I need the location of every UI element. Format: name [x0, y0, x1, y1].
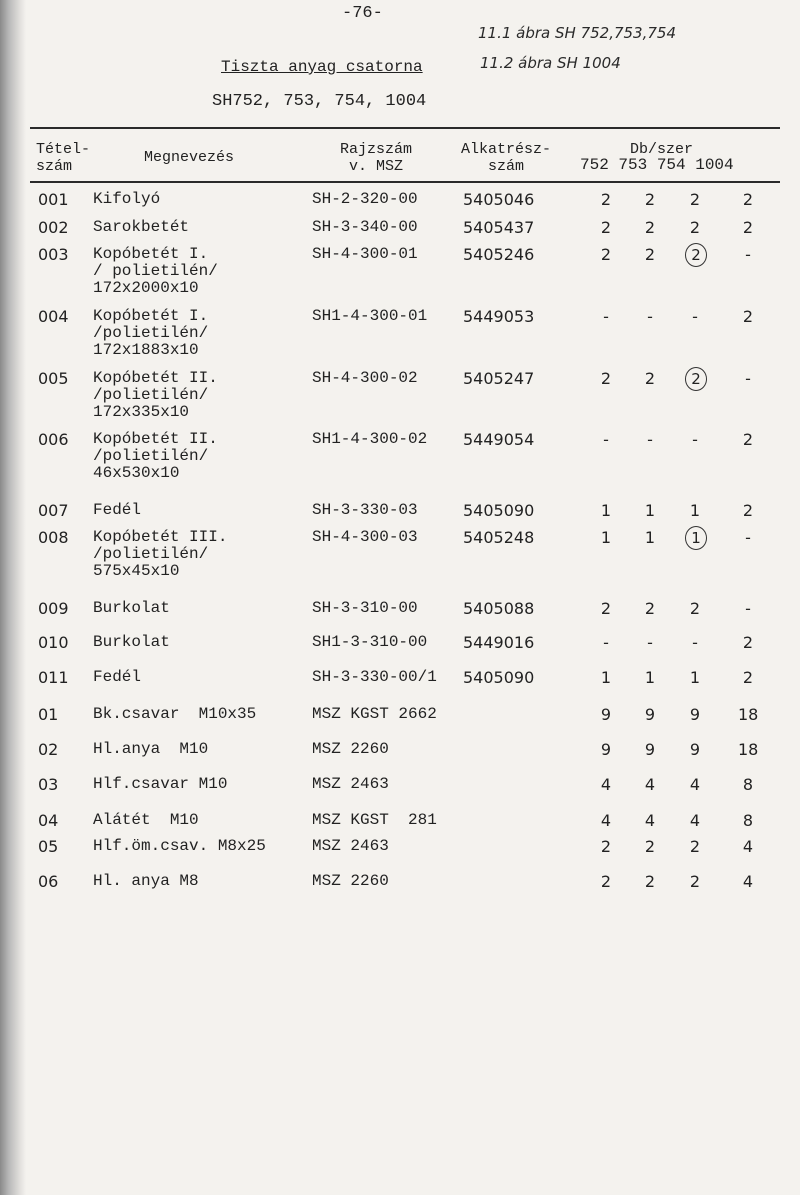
item-name: Hl.anya M10: [93, 740, 209, 758]
drawing-number: MSZ 2463: [312, 837, 389, 855]
qty-754: 2: [689, 837, 701, 856]
item-name: Bk.csavar M10x35: [93, 705, 257, 723]
header-drawing-number: [340, 141, 412, 175]
header-item-number-line2: szám: [36, 158, 73, 175]
qty-754: 4: [689, 775, 701, 794]
qty-753: 2: [644, 190, 656, 209]
qty-754: [685, 529, 705, 550]
part-number: 5449054: [463, 430, 535, 449]
qty-1004: 18: [738, 740, 759, 759]
drawing-number: SH-2-320-00: [312, 190, 418, 208]
item-number: 002: [38, 218, 69, 237]
table-top-rule: [30, 127, 780, 129]
qty-752: 1: [600, 528, 612, 547]
qty-754: 4: [689, 811, 701, 830]
drawing-number: SH1-3-310-00: [312, 633, 428, 651]
drawing-number: SH-4-300-02: [312, 369, 418, 387]
qty-752: 2: [600, 369, 612, 388]
drawing-number: SH1-4-300-02: [312, 430, 428, 448]
item-name: Kopóbetét III. /polietilén/ 575x45x10: [93, 528, 228, 580]
header-drawing-line2: v. MSZ: [349, 158, 404, 175]
qty-752: 1: [600, 501, 612, 520]
qty-752: 2: [600, 599, 612, 618]
item-number: 01: [38, 705, 59, 724]
qty-754: 1: [689, 668, 701, 687]
qty-753: 1: [644, 668, 656, 687]
item-name: Burkolat: [93, 599, 170, 617]
qty-752: -: [603, 307, 609, 326]
qty-1004: -: [745, 245, 751, 264]
qty-1004: 2: [742, 501, 754, 520]
item-number: 004: [38, 307, 69, 326]
qty-752: 2: [600, 837, 612, 856]
qty-754: 9: [689, 705, 701, 724]
qty-753: 2: [644, 369, 656, 388]
header-item-number-line1: Tétel-: [36, 141, 91, 158]
part-number: 5405246: [463, 245, 535, 264]
qty-753: 9: [644, 705, 656, 724]
qty-754: [685, 246, 705, 267]
qty-1004: 8: [742, 811, 754, 830]
item-number: 04: [38, 811, 59, 830]
qty-753: 2: [644, 218, 656, 237]
drawing-number: MSZ KGST 2662: [312, 705, 437, 723]
qty-1004: -: [745, 369, 751, 388]
header-part-line2: szám: [488, 158, 525, 175]
header-item-number: [36, 141, 90, 175]
qty-1004: 8: [742, 775, 754, 794]
qty-753: -: [647, 307, 653, 326]
qty-753: 4: [644, 811, 656, 830]
header-part-line1: Alkatrész-: [461, 141, 552, 158]
part-number: 5405248: [463, 528, 535, 547]
qty-753: 1: [644, 501, 656, 520]
qty-752: 9: [600, 740, 612, 759]
qty-1004: 2: [742, 668, 754, 687]
drawing-number: MSZ KGST 281: [312, 811, 437, 829]
drawing-number: SH-3-330-00/1: [312, 668, 437, 686]
part-number: 5405046: [463, 190, 535, 209]
part-number: 5405247: [463, 369, 535, 388]
circled-quantity: 2: [685, 243, 707, 267]
document-subtitle: SH752, 753, 754, 1004: [212, 92, 427, 111]
qty-1004: -: [745, 528, 751, 547]
qty-754: 2: [689, 218, 701, 237]
qty-752: -: [603, 633, 609, 652]
qty-754: -: [692, 633, 698, 652]
item-name: Hlf.csavar M10: [93, 775, 228, 793]
qty-752: -: [603, 430, 609, 449]
header-model-columns: 752 753 754 1004: [580, 156, 734, 174]
header-part-number: [461, 141, 551, 175]
item-name: Hl. anya M8: [93, 872, 199, 890]
part-number: 5449016: [463, 633, 535, 652]
item-number: 02: [38, 740, 59, 759]
qty-754: -: [692, 430, 698, 449]
qty-752: 4: [600, 775, 612, 794]
qty-754: 9: [689, 740, 701, 759]
qty-754: 2: [689, 599, 701, 618]
item-name: Kifolyó: [93, 190, 161, 208]
item-number: 001: [38, 190, 69, 209]
item-name: Fedél: [93, 668, 142, 686]
qty-752: 2: [600, 218, 612, 237]
qty-1004: 4: [742, 872, 754, 891]
item-name: Kopóbetét I. /polietilén/ 172x1883x10: [93, 307, 209, 359]
qty-754: [685, 370, 705, 391]
item-number: 003: [38, 245, 69, 264]
qty-754: 2: [689, 872, 701, 891]
part-number: 5449053: [463, 307, 535, 326]
qty-1004: 2: [742, 190, 754, 209]
qty-752: 2: [600, 245, 612, 264]
drawing-number: MSZ 2260: [312, 872, 389, 890]
item-name: Fedél: [93, 501, 142, 519]
drawing-number: MSZ 2463: [312, 775, 389, 793]
item-name: Kopóbetét I. / polietilén/ 172x2000x10: [93, 245, 218, 297]
qty-1004: 2: [742, 218, 754, 237]
qty-752: 2: [600, 190, 612, 209]
qty-753: 9: [644, 740, 656, 759]
drawing-number: SH1-4-300-01: [312, 307, 428, 325]
drawing-number: SH-3-340-00: [312, 218, 418, 236]
item-number: 006: [38, 430, 69, 449]
qty-754: 1: [689, 501, 701, 520]
item-number: 06: [38, 872, 59, 891]
qty-1004: 2: [742, 307, 754, 326]
qty-752: 9: [600, 705, 612, 724]
qty-753: 2: [644, 599, 656, 618]
qty-753: 2: [644, 245, 656, 264]
part-number: 5405437: [463, 218, 535, 237]
qty-753: 4: [644, 775, 656, 794]
item-number: 005: [38, 369, 69, 388]
page-number: -76-: [342, 4, 383, 23]
item-name: Alátét M10: [93, 811, 199, 829]
item-name: Burkolat: [93, 633, 170, 651]
document-title: Tiszta anyag csatorna: [221, 58, 423, 76]
item-number: 009: [38, 599, 69, 618]
qty-754: -: [692, 307, 698, 326]
handwritten-note-2: 11.2 ábra SH 1004: [480, 54, 621, 72]
item-name: Hlf.öm.csav. M8x25: [93, 837, 266, 855]
item-number: 05: [38, 837, 59, 856]
qty-753: 2: [644, 872, 656, 891]
part-number: 5405090: [463, 501, 535, 520]
item-name: Kopóbetét II. /polietilén/ 46x530x10: [93, 430, 218, 482]
qty-753: 1: [644, 528, 656, 547]
item-number: 011: [38, 668, 69, 687]
qty-1004: 2: [742, 633, 754, 652]
qty-752: 1: [600, 668, 612, 687]
item-number: 03: [38, 775, 59, 794]
item-number: 007: [38, 501, 69, 520]
qty-753: -: [647, 633, 653, 652]
circled-quantity: 1: [685, 526, 707, 550]
qty-1004: -: [745, 599, 751, 618]
header-quantity: Db/szer: [630, 141, 694, 158]
circled-quantity: 2: [685, 367, 707, 391]
qty-753: 2: [644, 837, 656, 856]
qty-754: 2: [689, 190, 701, 209]
header-drawing-line1: Rajzszám: [340, 141, 413, 158]
book-spine-shadow: [0, 0, 26, 1195]
qty-1004: 18: [738, 705, 759, 724]
drawing-number: SH-3-310-00: [312, 599, 418, 617]
drawing-number: SH-4-300-03: [312, 528, 418, 546]
qty-752: 2: [600, 872, 612, 891]
qty-753: -: [647, 430, 653, 449]
drawing-number: MSZ 2260: [312, 740, 389, 758]
qty-752: 4: [600, 811, 612, 830]
drawing-number: SH-4-300-01: [312, 245, 418, 263]
table-header-rule: [30, 181, 780, 183]
qty-1004: 2: [742, 430, 754, 449]
item-number: 008: [38, 528, 69, 547]
item-number: 010: [38, 633, 69, 652]
handwritten-note-1: 11.1 ábra SH 752,753,754: [478, 24, 677, 42]
item-name: Sarokbetét: [93, 218, 190, 236]
header-name: Megnevezés: [144, 149, 235, 166]
qty-1004: 4: [742, 837, 754, 856]
drawing-number: SH-3-330-03: [312, 501, 418, 519]
item-name: Kopóbetét II. /polietilén/ 172x335x10: [93, 369, 218, 421]
part-number: 5405088: [463, 599, 535, 618]
part-number: 5405090: [463, 668, 535, 687]
